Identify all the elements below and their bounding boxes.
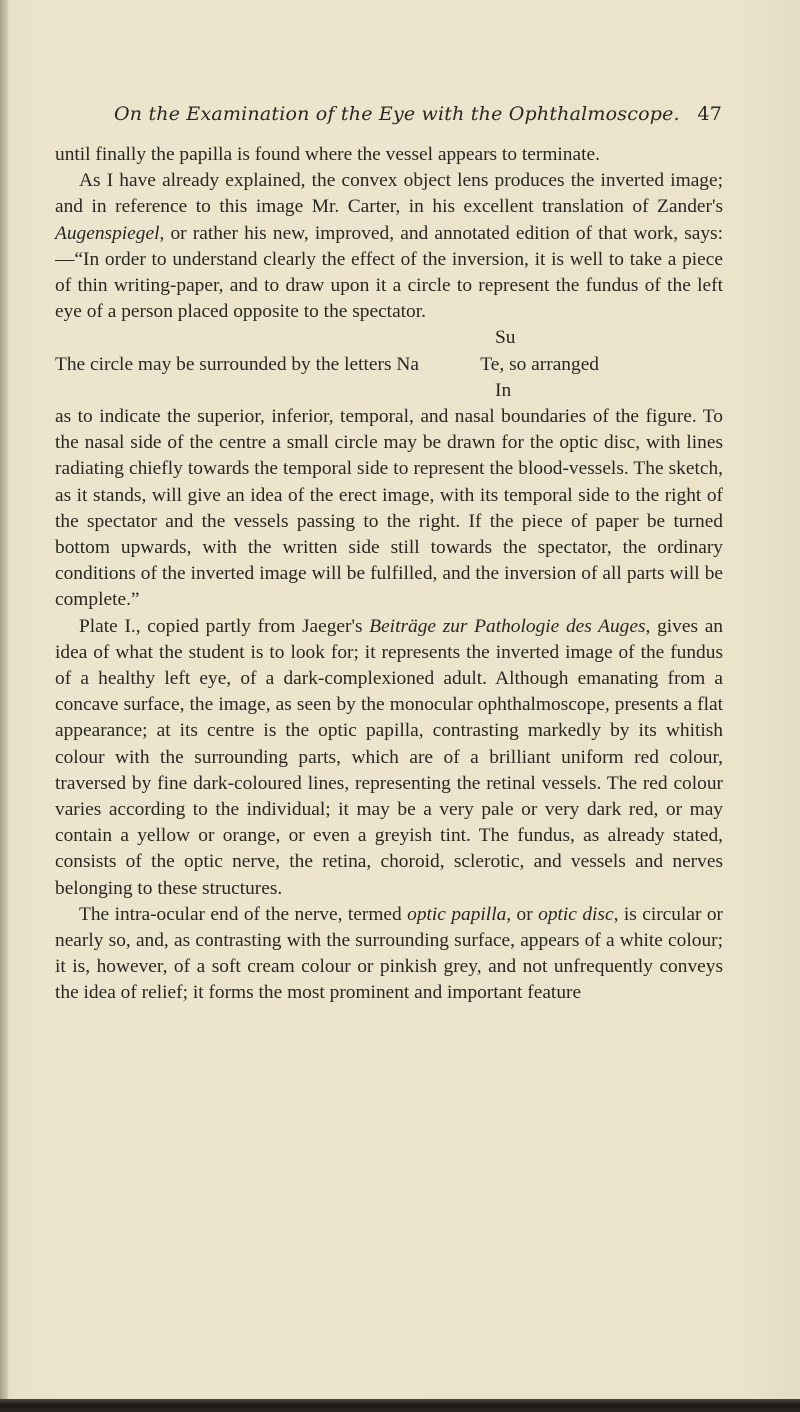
- figure-label-line: [55, 352, 723, 378]
- paragraph-2-italic-title: Augenspiegel: [55, 222, 160, 244]
- paragraph-4-text-c: , is circular or nearly so, and, as contrasting with the surrounding surface, appears of a white colour; it is, however, of a soft cream colour or pinkish grey, and not unfrequently conveys the idea of relief; it forms the most prominent and important feature: [55, 903, 723, 1004]
- paragraph-2-text-c: as to indicate the superior, inferior, temporal, and nasal boundaries of the figure. To the nasal side of the centre a small circle may be drawn for the optic disc, with lines radiating chiefly towards the temporal side to represent the blood-vessels. The sketch, as it stands, will give an idea of the erect image, with its temporal side to the right of the spectator and the vessels passing to the right. If the piece of paper be turned bottom upwards, with the written side still towards the spectator, the ordinary conditions of the inverted image will be fulfilled, and the inversion of all parts will be complete.”: [55, 406, 723, 611]
- figure-label-inferior: In: [495, 379, 512, 401]
- paragraph-3-text-a: Plate I., copied partly from Jaeger's: [79, 615, 370, 637]
- paragraph-2: [55, 168, 723, 325]
- figure-label-temporal-line: Te, so arranged: [480, 353, 599, 375]
- paragraph-4-italic-a: optic papilla: [407, 903, 507, 925]
- paragraph-3-text-b: , gives an idea of what the student is to look for; it represents the inverted image of the fundus of a healthy left eye, of a dark-complexioned adult. Although emanating from a concave surface, the image, as seen by the monocular ophthalmoscope, presents a flat appearance; at its centre is the optic papilla, contrasting markedly by its whitish colour with the surrounding parts, which are of a brilliant uniform red colour, traversed by fine dark-coloured lines, representing the retinal vessels. The red colour varies according to the individual; it may be a very pale or very dark red, or may contain a yellow or orange, or even a greyish tint. The fundus, as already stated, consists of the optic nerve, the retina, choroid, sclerotic, and vessels and nerves belonging to these structures.: [55, 615, 723, 899]
- page-bottom-edge: [0, 1399, 800, 1412]
- paragraph-4-italic-b: optic disc: [538, 903, 614, 925]
- paragraph-4: [55, 902, 723, 1007]
- running-title: On the Examination of the Eye with the Ophthalmoscope.: [114, 103, 680, 125]
- paragraph-4-text-b: , or: [506, 903, 539, 925]
- figure-label-nasal-line: The circle may be surrounded by the letters Na: [55, 353, 419, 375]
- figure-label-superior: Su: [495, 327, 516, 349]
- paragraph-1: [55, 142, 723, 168]
- running-header: [114, 103, 722, 125]
- paragraph-2-text-a: As I have already explained, the convex object lens produces the inverted image; and in reference to this image Mr. Carter, in his excellent translation of Zander's: [55, 170, 723, 218]
- page-number: 47: [697, 103, 722, 125]
- paragraph-1-text: until finally the papilla is found where the vessel appears to terminate.: [55, 144, 600, 165]
- paragraph-3: [55, 614, 723, 902]
- paragraph-2-continued: [55, 404, 723, 614]
- page-spine-shadow: [0, 0, 8, 1412]
- body-text: [55, 142, 723, 1007]
- paragraph-2-text-b: , or rather his new, improved, and annotated edition of that work, says:—“In order to understand clearly the effect of the inversion, it is well to take a piece of thin writing-paper, and to draw upon it a circle to represent the fundus of the left eye of a person placed opposite to the spectator.: [55, 222, 723, 323]
- paragraph-3-italic-title: Beiträge zur Pathologie des Auges: [369, 615, 646, 637]
- paragraph-4-text-a: The intra-ocular end of the nerve, termed: [79, 903, 408, 925]
